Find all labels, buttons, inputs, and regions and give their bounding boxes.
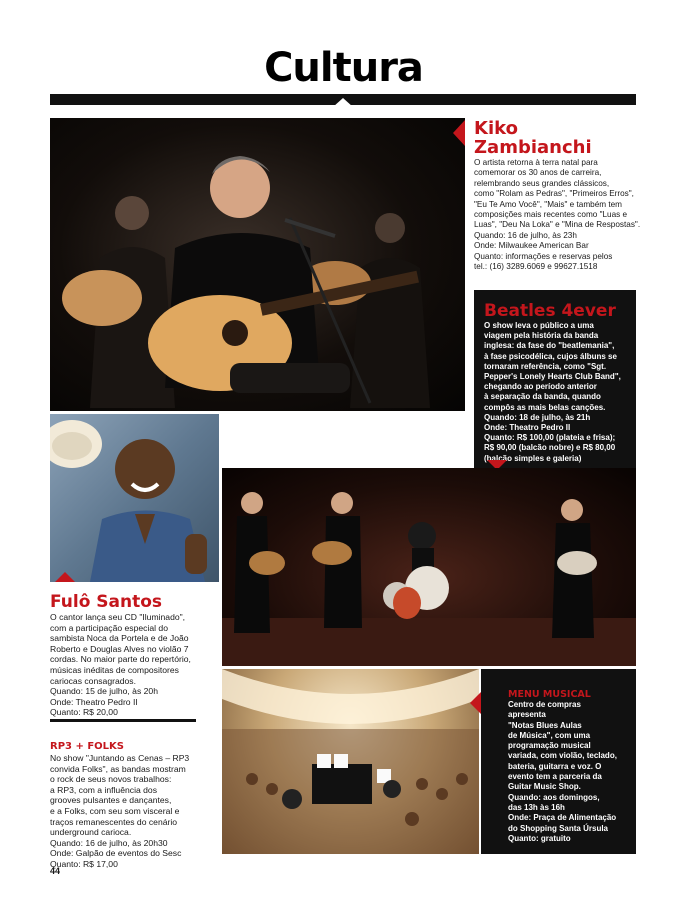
beatles-text-line: à separação da banda, quando xyxy=(484,392,601,402)
kiko-text-line: comemorar os 30 anos de carreira, xyxy=(474,168,602,178)
beatles-text-line: chegando ao período anterior xyxy=(484,382,597,392)
kiko-pointer-icon xyxy=(453,120,465,146)
menu-text-line: Centro de compras xyxy=(508,700,581,709)
fulo-text-line: músicas inéditas de compositores xyxy=(50,664,179,675)
kiko-text-line: "Eu Te Amo Você", "Mais" e também tem xyxy=(474,199,622,209)
kiko-title-line2: Zambianchi xyxy=(474,137,592,158)
rp3-text-line: grooves pulsantes e dançantes, xyxy=(50,795,172,806)
kiko-text-line: Quando: 16 de julho, às 23h xyxy=(474,230,577,240)
fulo-text-line: com a participação especial do xyxy=(50,622,168,633)
kiko-text-line: O artista retorna à terra natal para xyxy=(474,158,598,167)
beatles-text-line: O show leva o público a uma xyxy=(484,321,594,330)
beatles-text-line: à fase psicodélica, cujos álbuns se xyxy=(484,351,617,361)
kiko-zambianchi-photo xyxy=(50,118,465,411)
beatles-text xyxy=(484,321,634,464)
menu-text-line: Guitar Music Shop. xyxy=(508,782,581,792)
rp3-text-line: Quando: 16 de julho, às 20h30 xyxy=(50,837,168,848)
kiko-text xyxy=(474,158,641,272)
rp3-text-line: a RP3, com a influência dos xyxy=(50,784,158,795)
menu-text-line: do Shopping Santa Úrsula xyxy=(508,823,609,833)
fulo-text xyxy=(50,612,220,718)
fulo-pointer-icon xyxy=(55,572,75,582)
menu-text-line: programação musical xyxy=(508,741,591,751)
rp3-text-line: Quanto: R$ 17,00 xyxy=(50,858,118,869)
fulo-text-line: cariocas consagrados. xyxy=(50,675,136,686)
fulo-text-line: sambista Noca da Portela e de João xyxy=(50,633,189,644)
kiko-text-line: composições mais recentes como "Luas e xyxy=(474,210,628,220)
kiko-text-line: relembrando seus grandes clássicos, xyxy=(474,178,610,188)
section-separator xyxy=(50,719,196,722)
beatles-text-line: compôs as mais belas canções. xyxy=(484,402,606,412)
menu-text-line: das 13h às 16h xyxy=(508,802,565,812)
fulo-text-line: Onde: Theatro Pedro II xyxy=(50,696,138,707)
menu-text-line: de Música", com uma xyxy=(508,730,591,740)
menu-text-line: Onde: Praça de Alimentação xyxy=(508,813,617,823)
beatles-text-line: Quanto: R$ 100,00 (plateia e frisa); xyxy=(484,433,616,443)
rp3-text-line: convida Folks", as bandas mostram xyxy=(50,763,186,774)
menu-text-line: bateria, guitarra e voz. O xyxy=(508,761,602,771)
beatles-4ever-photo xyxy=(222,468,636,666)
shopping-mall-photo xyxy=(222,669,479,854)
kiko-title xyxy=(474,119,592,157)
menu-title: MENU MUSICAL xyxy=(508,689,591,700)
menu-text-line: Quanto: gratuito xyxy=(508,833,571,843)
beatles-text-line: viagem pela história da banda xyxy=(484,331,599,341)
rp3-text-line: Onde: Galpão de eventos do Sesc xyxy=(50,848,182,859)
kiko-text-line: Quanto: informações e reservas pelos xyxy=(474,251,613,261)
kiko-title-line1: Kiko xyxy=(474,118,518,139)
fulo-text-line: O cantor lança seu CD "Iluminado", xyxy=(50,612,186,622)
menu-pointer-icon xyxy=(470,692,481,714)
beatles-text-line: Quando: 18 de julho, às 21h xyxy=(484,412,591,422)
title-rule-notch xyxy=(333,98,353,107)
kiko-text-line: Luas", "Deu Na Loka" e "Mina de Respostas". xyxy=(474,220,641,230)
menu-text-line: "Notas Blues Aulas xyxy=(508,720,582,730)
rp3-title: RP3 + FOLKS xyxy=(50,741,124,752)
rp3-text-line: No show "Juntando as Cenas – RP3 xyxy=(50,753,190,763)
menu-text-line: Quando: aos domingos, xyxy=(508,792,600,802)
fulo-title: Fulô Santos xyxy=(50,592,163,612)
fulo-text-line: Roberto e Douglas Alves no violão 7 xyxy=(50,643,189,654)
beatles-text-line: R$ 90,00 (balcão nobre) e R$ 80,00 xyxy=(484,443,616,453)
kiko-text-line: Onde: Milwaukee American Bar xyxy=(474,241,589,251)
beatles-text-line: Onde: Theatro Pedro II xyxy=(484,423,571,433)
fulo-text-line: Quanto: R$ 20,00 xyxy=(50,707,118,718)
rp3-text xyxy=(50,753,222,870)
menu-text-line: variada, com violão, teclado, xyxy=(508,751,617,761)
menu-text xyxy=(508,700,634,844)
beatles-text-line: tornaram referência, como "Sgt. xyxy=(484,361,607,371)
rp3-text-line: e a Folks, com seu som visceral e xyxy=(50,805,180,816)
fulo-santos-photo xyxy=(50,414,219,582)
beatles-text-line: inglesa: da fase do "beatlemania", xyxy=(484,341,615,351)
menu-text-line: apresenta xyxy=(508,710,546,720)
kiko-text-line: como "Rolam as Pedras", "Primeiros Erros", xyxy=(474,189,634,199)
menu-text-line: evento tem a parceria da xyxy=(508,772,602,782)
rp3-text-line: o rock de seus novos trabalhos: xyxy=(50,774,172,785)
beatles-text-line: Pepper's Lonely Hearts Club Band", xyxy=(484,372,621,382)
kiko-text-line: tel.: (16) 3289.6069 e 99627.1518 xyxy=(474,262,598,272)
page-title: Cultura xyxy=(264,45,423,91)
rp3-text-line: underground carioca. xyxy=(50,827,132,838)
rp3-text-line: traços remanescentes do cenário xyxy=(50,816,178,827)
beatles-title: Beatles 4ever xyxy=(484,301,616,321)
fulo-text-line: cordas. No maior parte do repertório, xyxy=(50,654,191,665)
beatles-text-line: (balcão simples e galeria) xyxy=(484,453,582,463)
page-number: 44 xyxy=(50,866,61,876)
fulo-text-line: Quando: 15 de julho, às 20h xyxy=(50,686,158,697)
